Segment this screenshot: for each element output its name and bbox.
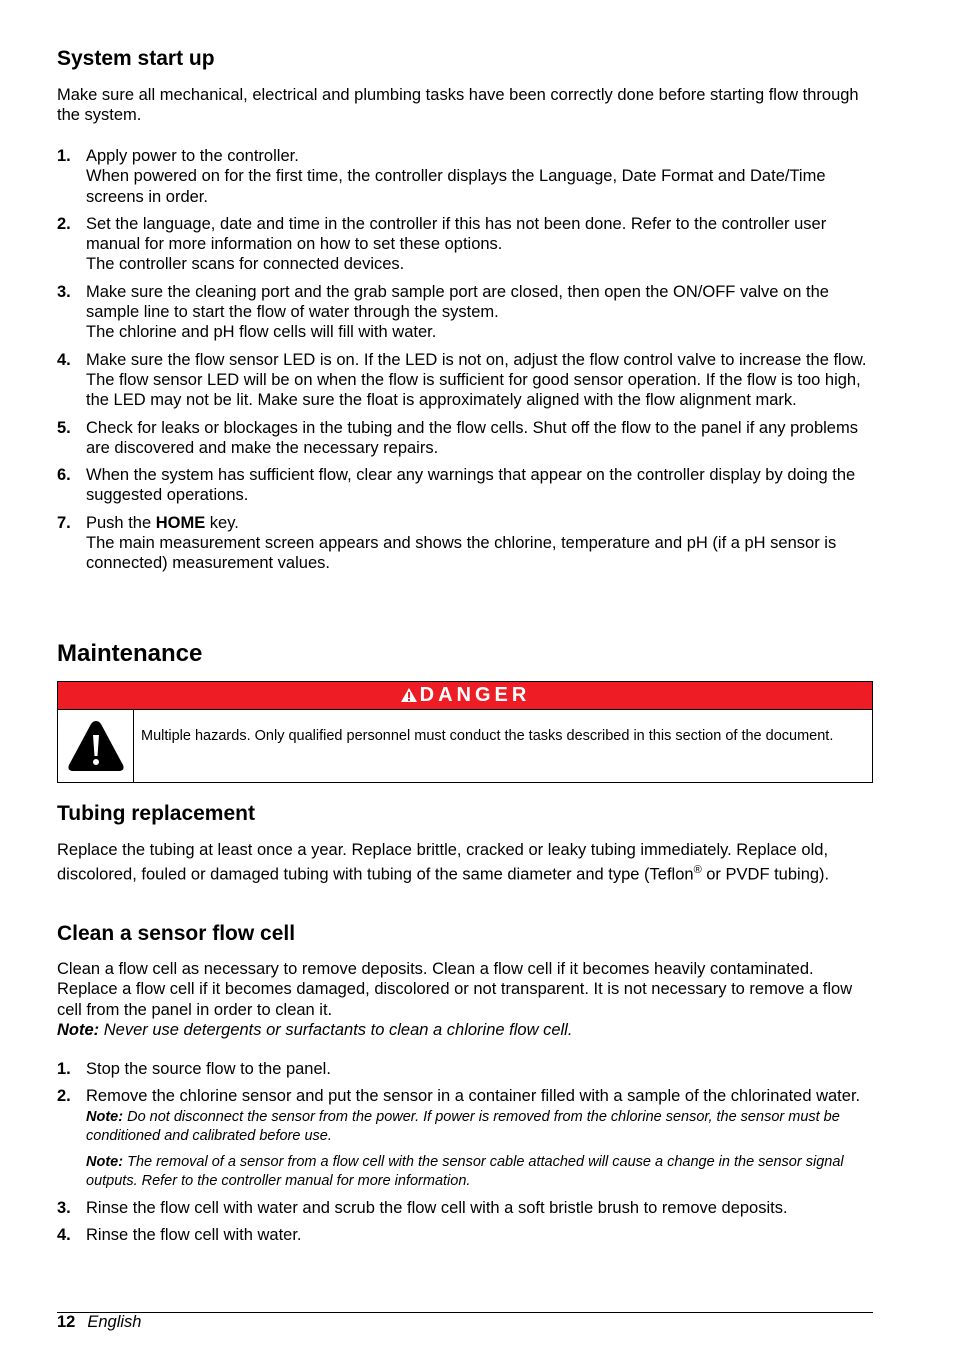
tubing-replacement-text: Replace the tubing at least once a year. Replace brittle, cracked or leaky tubing immediately. Replace old, discolored, fouled or damaged tubing with tubing of the same diameter and type (Teflon® or PVDF tubing).: [57, 841, 830, 884]
clean-flow-cell-note: Note: Never use detergents or surfactants to clean a chlorine flow cell.: [57, 1021, 573, 1039]
section-heading-system-start-up: System start up: [57, 47, 215, 70]
page-number: 12: [57, 1313, 76, 1331]
list-item: 4. Make sure the flow sensor LED is on. If the LED is not on, adjust the flow control valve to increase the flow. The flow sensor LED will be on when the flow is sufficient for good sensor operation. If the flow is too high, the LED may not be lit. Make sure the float is approximately aligned with the flow alignment mark.: [57, 350, 867, 410]
step-note: Note: The removal of a sensor from a flow cell with the sensor cable attached will cause a change in the sensor signal outputs. Refer to the controller manual for more information.: [86, 1153, 844, 1189]
clean-flow-cell-intro: Clean a flow cell as necessary to remove deposits. Clean a flow cell if it becomes heavily contaminated. Replace a flow cell if it becomes damaged, discolored or not transparent. It is not necessary to remove a flow cell from the panel in order to clean it.: [57, 960, 853, 1019]
danger-header: [58, 682, 872, 710]
danger-text: Multiple hazards. Only qualified personnel must conduct the tasks described in this section of the document.: [141, 728, 834, 744]
list-item: 1. Stop the source flow to the panel.: [57, 1060, 331, 1078]
step-note: Note: Do not disconnect the sensor from the power. If power is removed from the chlorine sensor, the sensor must be conditioned and calibrated before use.: [86, 1108, 840, 1144]
system-start-up-intro: Make sure all mechanical, electrical and plumbing tasks have been correctly done before starting flow through the system.: [57, 86, 859, 125]
warning-triangle-icon: [400, 687, 418, 703]
section-heading-maintenance: Maintenance: [57, 640, 203, 667]
section-heading-tubing-replacement: Tubing replacement: [57, 802, 255, 825]
danger-notice: [57, 681, 873, 783]
list-item: 2. Set the language, date and time in the controller if this has not been done. Refer to the controller user manual for more information on how to set these options. The controller scans for connected devices.: [57, 214, 827, 274]
list-item: 5. Check for leaks or blockages in the tubing and the flow cells. Shut off the flow to the panel if any problems are discovered and make the necessary repairs.: [57, 418, 858, 457]
warning-triangle-icon: [66, 718, 126, 774]
list-item: 6. When the system has sufficient flow, clear any warnings that appear on the controller display by doing the suggested operations.: [57, 466, 856, 505]
list-item: 3. Make sure the cleaning port and the grab sample port are closed, then open the ON/OFF valve on the sample line to start the flow of water through the system. The chlorine and pH flow cells will fill with water.: [57, 282, 829, 342]
danger-symbol: [58, 710, 134, 782]
page-footer: [57, 1312, 141, 1332]
home-key-label: HOME: [155, 513, 206, 532]
system-start-up-steps: [57, 146, 873, 581]
section-heading-clean-flow-cell: Clean a sensor flow cell: [57, 922, 296, 945]
list-item: 4. Rinse the flow cell with water.: [57, 1225, 302, 1244]
list-item: 1. Apply power to the controller. When powered on for the first time, the controller displays the Language, Date Format and Date/Time screens in order.: [57, 147, 826, 206]
list-item: 2. Remove the chlorine sensor and put the sensor in a container filled with a sample of the chlorinated water. Note: Do not disconnect the sensor from the power. If power is removed from the chlorine sensor, the sensor must be conditioned and calibrated before use. Note: The removal of a sensor from a flow cell with the sensor cable attached will cause a change in the sensor signal outputs. Refer to the controller manual for more information.: [57, 1086, 873, 1190]
list-item: 7. Push the HOME key. The main measurement screen appears and shows the chlorine, temperature and pH (if a pH sensor is connected) measurement values.: [57, 513, 837, 573]
list-item: 3. Rinse the flow cell with water and scrub the flow cell with a soft bristle brush to remove deposits.: [57, 1198, 788, 1217]
footer-divider: [57, 1312, 873, 1313]
danger-label: DANGER: [419, 684, 531, 706]
footer-language: English: [87, 1313, 142, 1331]
clean-flow-cell-steps: [57, 1059, 873, 1252]
